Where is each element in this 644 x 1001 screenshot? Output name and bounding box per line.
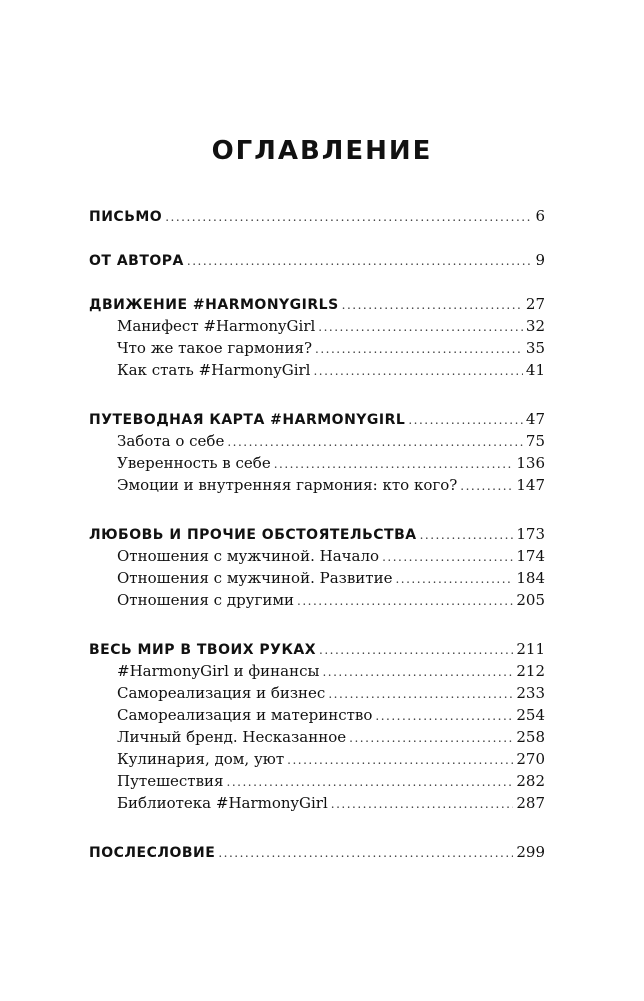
toc-item[interactable] — [89, 748, 545, 770]
leader-dots — [297, 590, 513, 612]
page-number: 270 — [516, 750, 545, 768]
page-number: 27 — [525, 295, 545, 313]
page-number: 6 — [535, 207, 545, 225]
leader-dots — [165, 206, 532, 228]
toc-item[interactable] — [89, 682, 545, 704]
page-number: 174 — [516, 547, 545, 565]
page-number: 233 — [516, 684, 545, 702]
leader-dots — [331, 793, 514, 815]
page-number: 9 — [535, 251, 545, 269]
item-title: Отношения с мужчиной. Начало — [117, 547, 380, 565]
spacer — [89, 271, 545, 293]
toc-section[interactable] — [89, 205, 545, 227]
item-title: Забота о себе — [117, 432, 225, 450]
toc-item[interactable] — [89, 567, 545, 589]
toc-item[interactable] — [89, 704, 545, 726]
item-title: Кулинария, дом, уют — [117, 750, 285, 768]
section-title: ВЕСЬ МИР В ТВОИХ РУКАХ — [89, 642, 317, 658]
page-number: 212 — [516, 662, 545, 680]
leader-dots — [382, 546, 513, 568]
leader-dots — [395, 568, 513, 590]
item-title: Библиотека #HarmonyGirl — [117, 794, 328, 812]
leader-dots — [274, 453, 514, 475]
toc-item[interactable] — [89, 359, 545, 381]
leader-dots — [187, 250, 533, 272]
page-number: 299 — [516, 843, 545, 861]
section-title: ПИСЬМО — [89, 209, 163, 225]
toc-item[interactable] — [89, 315, 545, 337]
leader-dots — [313, 360, 522, 382]
leader-dots — [460, 475, 513, 497]
toc-item[interactable] — [89, 430, 545, 452]
toc-item[interactable] — [89, 545, 545, 567]
page-number: 173 — [516, 525, 545, 543]
page-number: 211 — [516, 640, 545, 658]
toc-item[interactable] — [89, 452, 545, 474]
toc-section[interactable] — [89, 638, 545, 660]
toc-item[interactable] — [89, 726, 545, 748]
leader-dots — [318, 316, 523, 338]
item-title: Уверенность в себе — [117, 454, 271, 472]
item-title: Как стать #HarmonyGirl — [117, 361, 311, 379]
item-title: #HarmonyGirl и финансы — [117, 662, 320, 680]
toc-section[interactable] — [89, 408, 545, 430]
leader-dots — [319, 639, 513, 661]
leader-dots — [287, 749, 513, 771]
page-number: 184 — [516, 569, 545, 587]
item-title: Самореализация и материнство — [117, 706, 373, 724]
toc-section[interactable] — [89, 841, 545, 863]
leader-dots — [322, 661, 513, 683]
section-title: ЛЮБОВЬ И ПРОЧИЕ ОБСТОЯТЕЛЬСТВА — [89, 527, 417, 543]
spacer — [89, 611, 545, 638]
page-number: 35 — [525, 339, 545, 357]
leader-dots — [342, 294, 523, 316]
page-number: 254 — [516, 706, 545, 724]
section-title: ПУТЕВОДНАЯ КАРТА #HARMONYGIRL — [89, 412, 406, 428]
toc-section[interactable] — [89, 293, 545, 315]
spacer — [89, 227, 545, 249]
page-number: 258 — [516, 728, 545, 746]
leader-dots — [315, 338, 523, 360]
toc-item[interactable] — [89, 589, 545, 611]
leader-dots — [227, 431, 523, 453]
spacer — [89, 496, 545, 523]
leader-dots — [328, 683, 513, 705]
leader-dots — [408, 409, 523, 431]
leader-dots — [349, 727, 513, 749]
leader-dots — [218, 842, 513, 864]
page-number: 32 — [525, 317, 545, 335]
section-title: ПОСЛЕСЛОВИЕ — [89, 845, 216, 861]
toc-section[interactable] — [89, 249, 545, 271]
toc-item[interactable] — [89, 337, 545, 359]
page-number: 287 — [516, 794, 545, 812]
item-title: Манифест #HarmonyGirl — [117, 317, 316, 335]
page-number: 282 — [516, 772, 545, 790]
item-title: Эмоции и внутренняя гармония: кто кого? — [117, 476, 458, 494]
item-title: Отношения с другими — [117, 591, 295, 609]
page-title: ОГЛАВЛЕНИЕ — [211, 136, 433, 166]
toc-item[interactable] — [89, 660, 545, 682]
item-title: Самореализация и бизнес — [117, 684, 326, 702]
spacer — [89, 381, 545, 408]
page-number: 136 — [516, 454, 545, 472]
section-title: ОТ АВТОРА — [89, 253, 184, 269]
page-number: 75 — [525, 432, 545, 450]
item-title: Что же такое гармония? — [117, 339, 313, 357]
leader-dots — [227, 771, 514, 793]
page-number: 205 — [516, 591, 545, 609]
page-number: 41 — [525, 361, 545, 379]
table-of-contents — [89, 205, 545, 863]
page-number: 47 — [525, 410, 545, 428]
page-number: 147 — [516, 476, 545, 494]
item-title: Отношения с мужчиной. Развитие — [117, 569, 393, 587]
toc-item[interactable] — [89, 474, 545, 496]
item-title: Личный бренд. Несказанное — [117, 728, 347, 746]
section-title: ДВИЖЕНИЕ #HARMONYGIRLS — [89, 297, 339, 313]
leader-dots — [375, 705, 513, 727]
toc-section[interactable] — [89, 523, 545, 545]
leader-dots — [420, 524, 514, 546]
toc-item[interactable] — [89, 770, 545, 792]
item-title: Путешествия — [117, 772, 224, 790]
spacer — [89, 814, 545, 841]
toc-item[interactable] — [89, 792, 545, 814]
